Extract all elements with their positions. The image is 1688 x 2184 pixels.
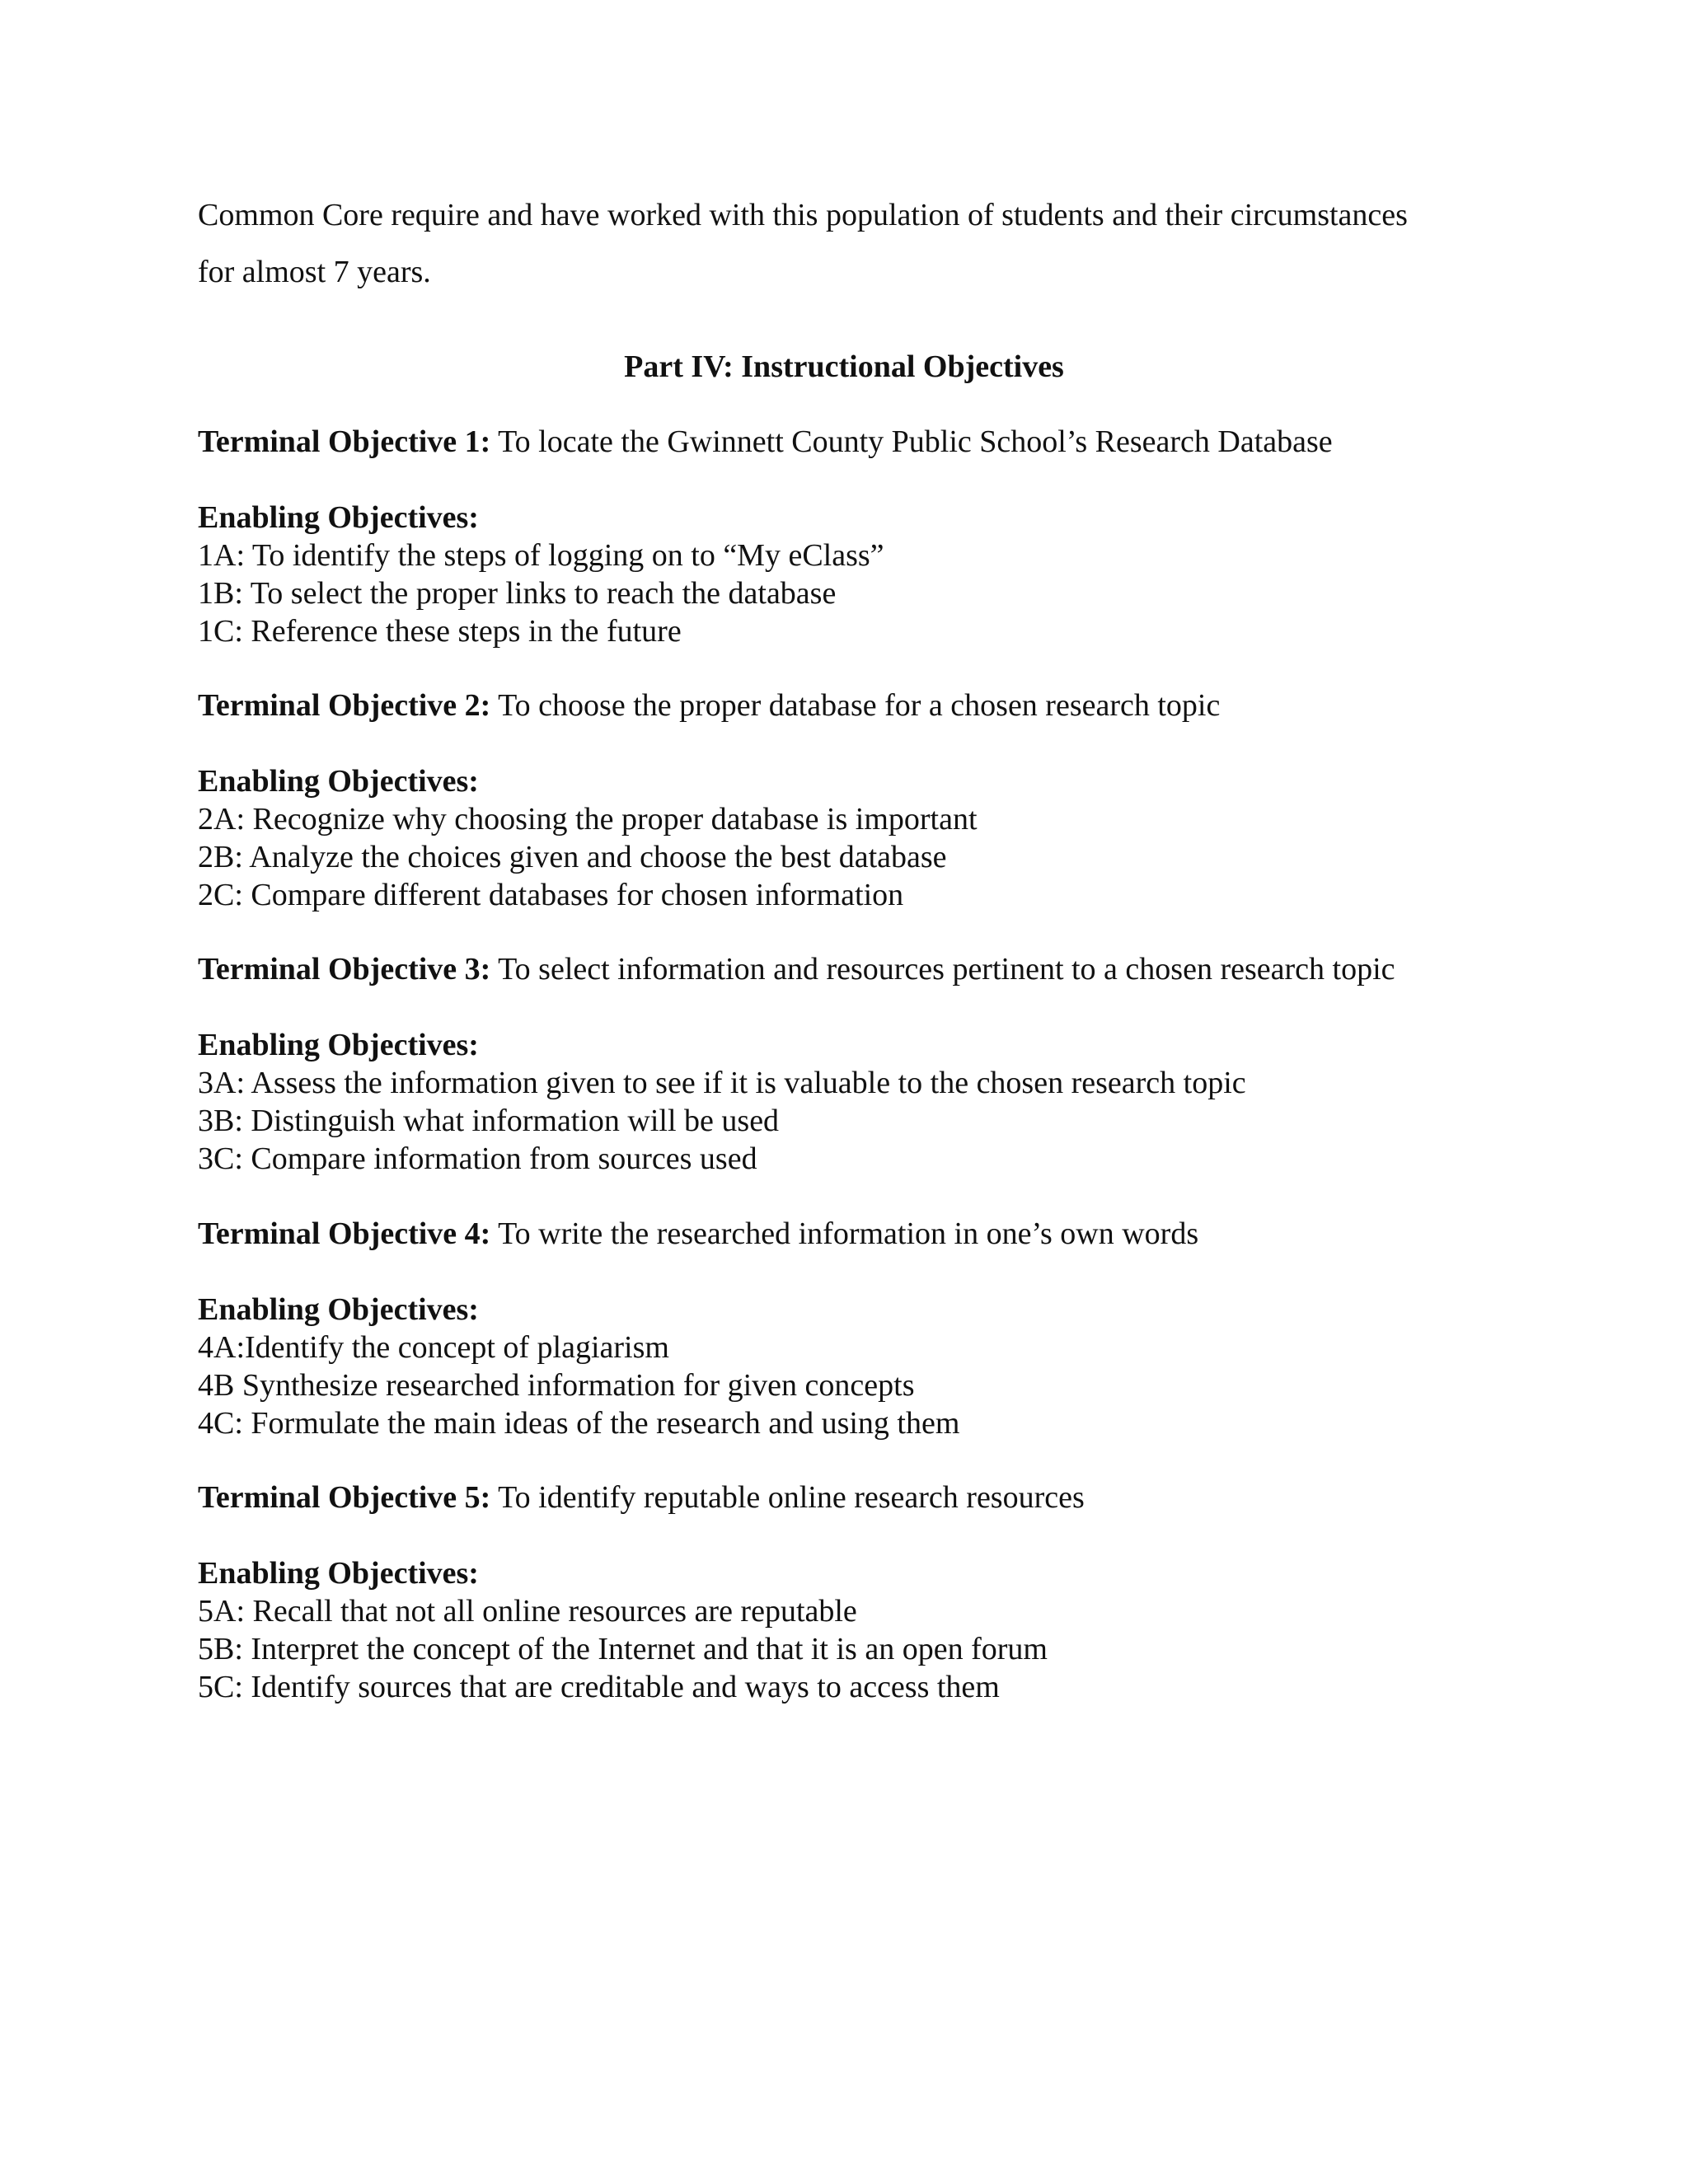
intro-line-2: for almost 7 years. [198,255,431,289]
terminal-objective-label: Terminal Objective 1: [198,424,491,459]
enabling-objective-item: 3B: Distinguish what information will be used [198,1104,780,1138]
terminal-objective-1 [198,423,1500,461]
enabling-objectives-5 [198,1554,1500,1706]
enabling-objective-item: 5C: Identify sources that are creditable and ways to access them [198,1670,1000,1704]
terminal-objective-label: Terminal Objective 4: [198,1216,491,1251]
enabling-objective-item: 2C: Compare different databases for chosen information [198,878,904,912]
terminal-objective-block-1 [198,423,1500,650]
section-heading: Part IV: Instructional Objectives [624,349,1064,384]
enabling-objective-item: 1B: To select the proper links to reach the database [198,576,837,611]
terminal-objective-block-5 [198,1479,1500,1706]
terminal-objective-block-3 [198,950,1500,1178]
terminal-objective-text: To write the researched information in one’s own words [490,1216,1199,1251]
enabling-objective-item: 4C: Formulate the main ideas of the research and using them [198,1406,960,1441]
enabling-objectives-heading: Enabling Objectives: [198,1028,479,1062]
enabling-objective-item: 4A:Identify the concept of plagiarism [198,1330,669,1365]
terminal-objective-5 [198,1479,1500,1516]
enabling-objectives-heading: Enabling Objectives: [198,764,479,799]
terminal-objective-block-2 [198,687,1500,914]
enabling-objective-item: 1A: To identify the steps of logging on to “My eClass” [198,538,884,573]
terminal-objective-text: To identify reputable online research resources [490,1480,1085,1515]
terminal-objective-block-4 [198,1215,1500,1442]
terminal-objective-label: Terminal Objective 3: [198,952,491,987]
enabling-objectives-2 [198,762,1500,914]
terminal-objective-3 [198,950,1500,988]
enabling-objective-item: 3C: Compare information from sources used [198,1141,757,1176]
enabling-objectives-3 [198,1026,1500,1178]
enabling-objective-item: 1C: Reference these steps in the future [198,614,682,649]
terminal-objective-2 [198,687,1500,724]
enabling-objectives-heading: Enabling Objectives: [198,500,479,535]
terminal-objective-text: To select information and resources pertinent to a chosen research topic [490,952,1395,987]
terminal-objective-text: To choose the proper database for a chosen research topic [490,688,1221,723]
enabling-objectives-1 [198,499,1500,650]
enabling-objective-item: 5B: Interpret the concept of the Internet and that it is an open forum [198,1632,1048,1666]
terminal-objective-label: Terminal Objective 5: [198,1480,491,1515]
enabling-objective-item: 3A: Assess the information given to see if it is valuable to the chosen research topic [198,1066,1246,1100]
enabling-objectives-4 [198,1291,1500,1442]
enabling-objective-item: 5A: Recall that not all online resources are reputable [198,1594,857,1629]
terminal-objective-text: To locate the Gwinnett County Public School’s Research Database [490,424,1333,459]
enabling-objectives-heading: Enabling Objectives: [198,1556,479,1591]
terminal-objective-4 [198,1215,1500,1253]
enabling-objective-item: 2A: Recognize why choosing the proper database is important [198,802,978,837]
enabling-objective-item: 4B Synthesize researched information for given concepts [198,1368,915,1403]
terminal-objective-label: Terminal Objective 2: [198,688,491,723]
enabling-objectives-heading: Enabling Objectives: [198,1292,479,1327]
enabling-objective-item: 2B: Analyze the choices given and choose the best database [198,840,947,874]
intro-line-1: Common Core require and have worked with this population of students and their circumstances [198,198,1408,232]
